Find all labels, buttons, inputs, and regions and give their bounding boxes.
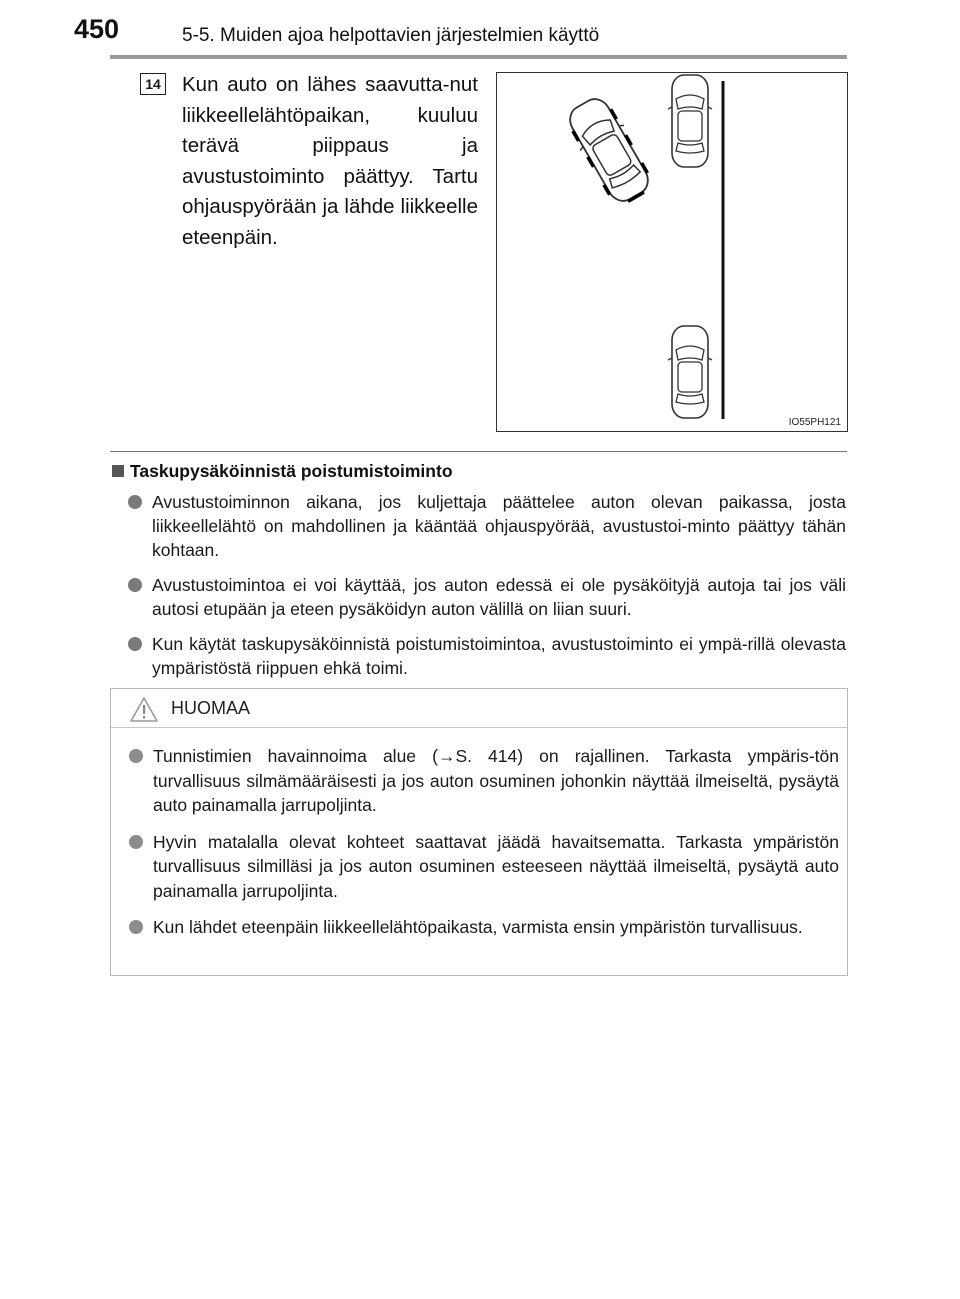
- bullet-dot-icon: [129, 920, 143, 934]
- square-bullet-icon: [112, 465, 124, 477]
- subsection-list: [128, 490, 846, 691]
- section-divider: [110, 451, 847, 452]
- notice-header: [111, 689, 847, 728]
- list-item: Hyvin matalalla olevat kohteet saattavat jäädä havaitsematta. Tarkasta ympäristön turvallisuus silmilläsi ja jos auton osuminen esteeseen näyttää ilmeiseltä, pysäytä auto painamalla jarrupoljinta.: [129, 830, 839, 904]
- subsection-heading: [112, 461, 453, 482]
- bullet-dot-icon: [128, 578, 142, 592]
- list-item: Kun käytät taskupysäköinnistä poistumistoimintoa, avustustoiminto ei ympä-rillä olevasta ympäristöstä riippuen ehkä toimi.: [128, 632, 846, 680]
- figure-code: IO55PH121: [788, 417, 841, 428]
- page-number: 450: [74, 14, 120, 44]
- section-title: 5-5. Muiden ajoa helpottavien järjestelmien käyttö: [182, 25, 600, 46]
- list-item: Avustustoimintoa ei voi käyttää, jos auton edessä ei ole pysäköityjä autoja tai jos väli autosi etupään ja eteen pysäköidyn auton välillä on liian suuri.: [128, 573, 846, 621]
- step-text: Kun auto on lähes saavutta-nut liikkeellelähtöpaikan, kuuluu terävä piippaus ja avustustoiminto päättyy. Tartu ohjauspyörään ja lähde liikkeelle eteenpäin.: [182, 73, 478, 249]
- step-number-badge: 14: [140, 73, 166, 95]
- own-car: [561, 92, 658, 210]
- bullet-dot-icon: [129, 749, 143, 763]
- parked-car-front: [668, 75, 712, 167]
- bullet-dot-icon: [129, 835, 143, 849]
- bullet-dot-icon: [128, 495, 142, 509]
- header-rule: [110, 55, 847, 59]
- parking-diagram: [497, 73, 847, 431]
- list-item: Tunnistimien havainnoima alue (→S. 414) on rajallinen. Tarkasta ympäris-tön turvallisuus silmämääräisesti ja jos auton osuminen johonkin näyttää ilmeiseltä, pysäytä auto painamalla jarrupoljinta.: [129, 744, 839, 818]
- notice-box: [110, 688, 848, 976]
- notice-list: [129, 744, 839, 952]
- list-item: Avustustoiminnon aikana, jos kuljettaja päättelee auton olevan paikassa, josta liikkeellelähtö on mahdollinen ja kääntää ohjauspyörää, avustustoi-minto päättyy tähän kohtaan.: [128, 490, 846, 562]
- parking-illustration: [496, 72, 848, 432]
- warning-triangle-icon: [129, 696, 159, 723]
- bullet-dot-icon: [128, 637, 142, 651]
- subsection-heading-text: Taskupysäköinnistä poistumistoiminto: [130, 461, 453, 481]
- notice-title: HUOMAA: [171, 698, 251, 718]
- parked-car-rear: [668, 326, 712, 418]
- page-header: [0, 0, 960, 60]
- list-item: Kun lähdet eteenpäin liikkeellelähtöpaikasta, varmista ensin ympäristön turvallisuus.: [129, 915, 839, 940]
